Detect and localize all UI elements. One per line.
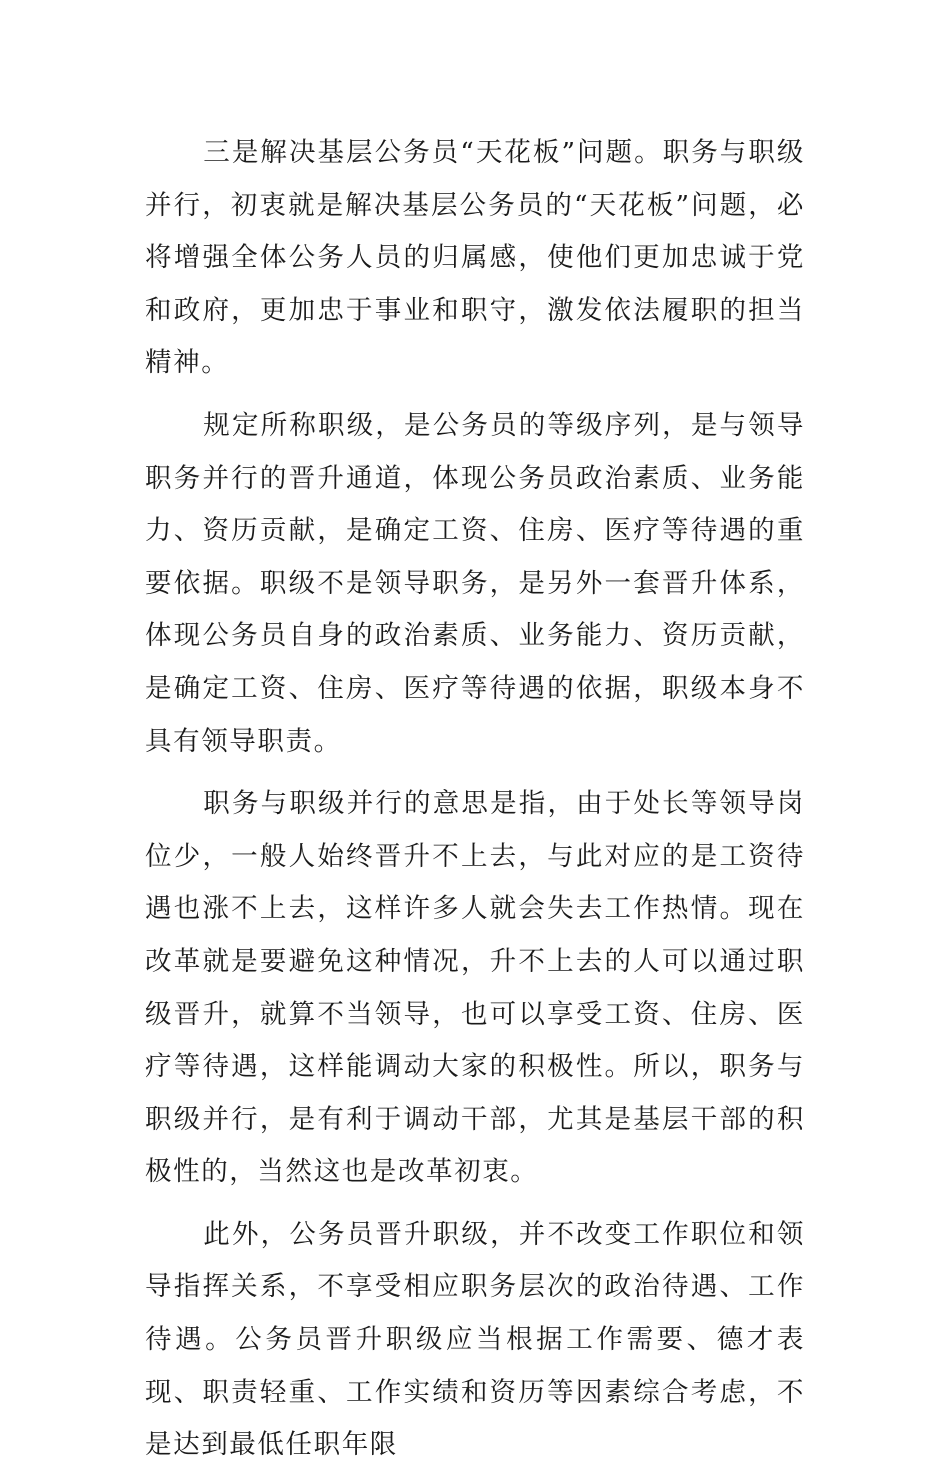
paragraph-1: 三是解决基层公务员“天花板”问题。职务与职级并行，初衷就是解决基层公务员的“天花板”问题，必将增强全体公务人员的归属感，使他们更加忠诚于党和政府，更加忠于事业和职守，激发依法履职的担当精神。: [145, 137, 805, 379]
paragraph-3: 职务与职级并行的意思是指，由于处长等领导岗位少，一般人始终晋升不上去，与此对应的是工资待遇也涨不上去，这样许多人就会失去工作热情。现在改革就是要避免这种情况，升不上去的人可以通过职级晋升，就算不当领导，也可以享受工资、住房、医疗等待遇，这样能调动大家的积极性。所以，职务与职级并行，是有利于调动干部，尤其是基层干部的积极性的，当然这也是改革初衷。: [145, 788, 805, 1188]
document-body: [145, 127, 805, 1482]
paragraph-4: 此外，公务员晋升职级，并不改变工作职位和领导指挥关系，不享受相应职务层次的政治待遇、工作待遇。公务员晋升职级应当根据工作需要、德才表现、职责轻重、工作实绩和资历等因素综合考虑，不是达到最低任职年限: [145, 1218, 805, 1461]
paragraph-2: 规定所称职级，是公务员的等级序列，是与领导职务并行的晋升通道，体现公务员政治素质、业务能力、资历贡献，是确定工资、住房、医疗等待遇的重要依据。职级不是领导职务，是另外一套晋升体系，体现公务员自身的政治素质、业务能力、资历贡献，是确定工资、住房、医疗等待遇的依据，职级本身不具有领导职责。: [145, 409, 805, 757]
